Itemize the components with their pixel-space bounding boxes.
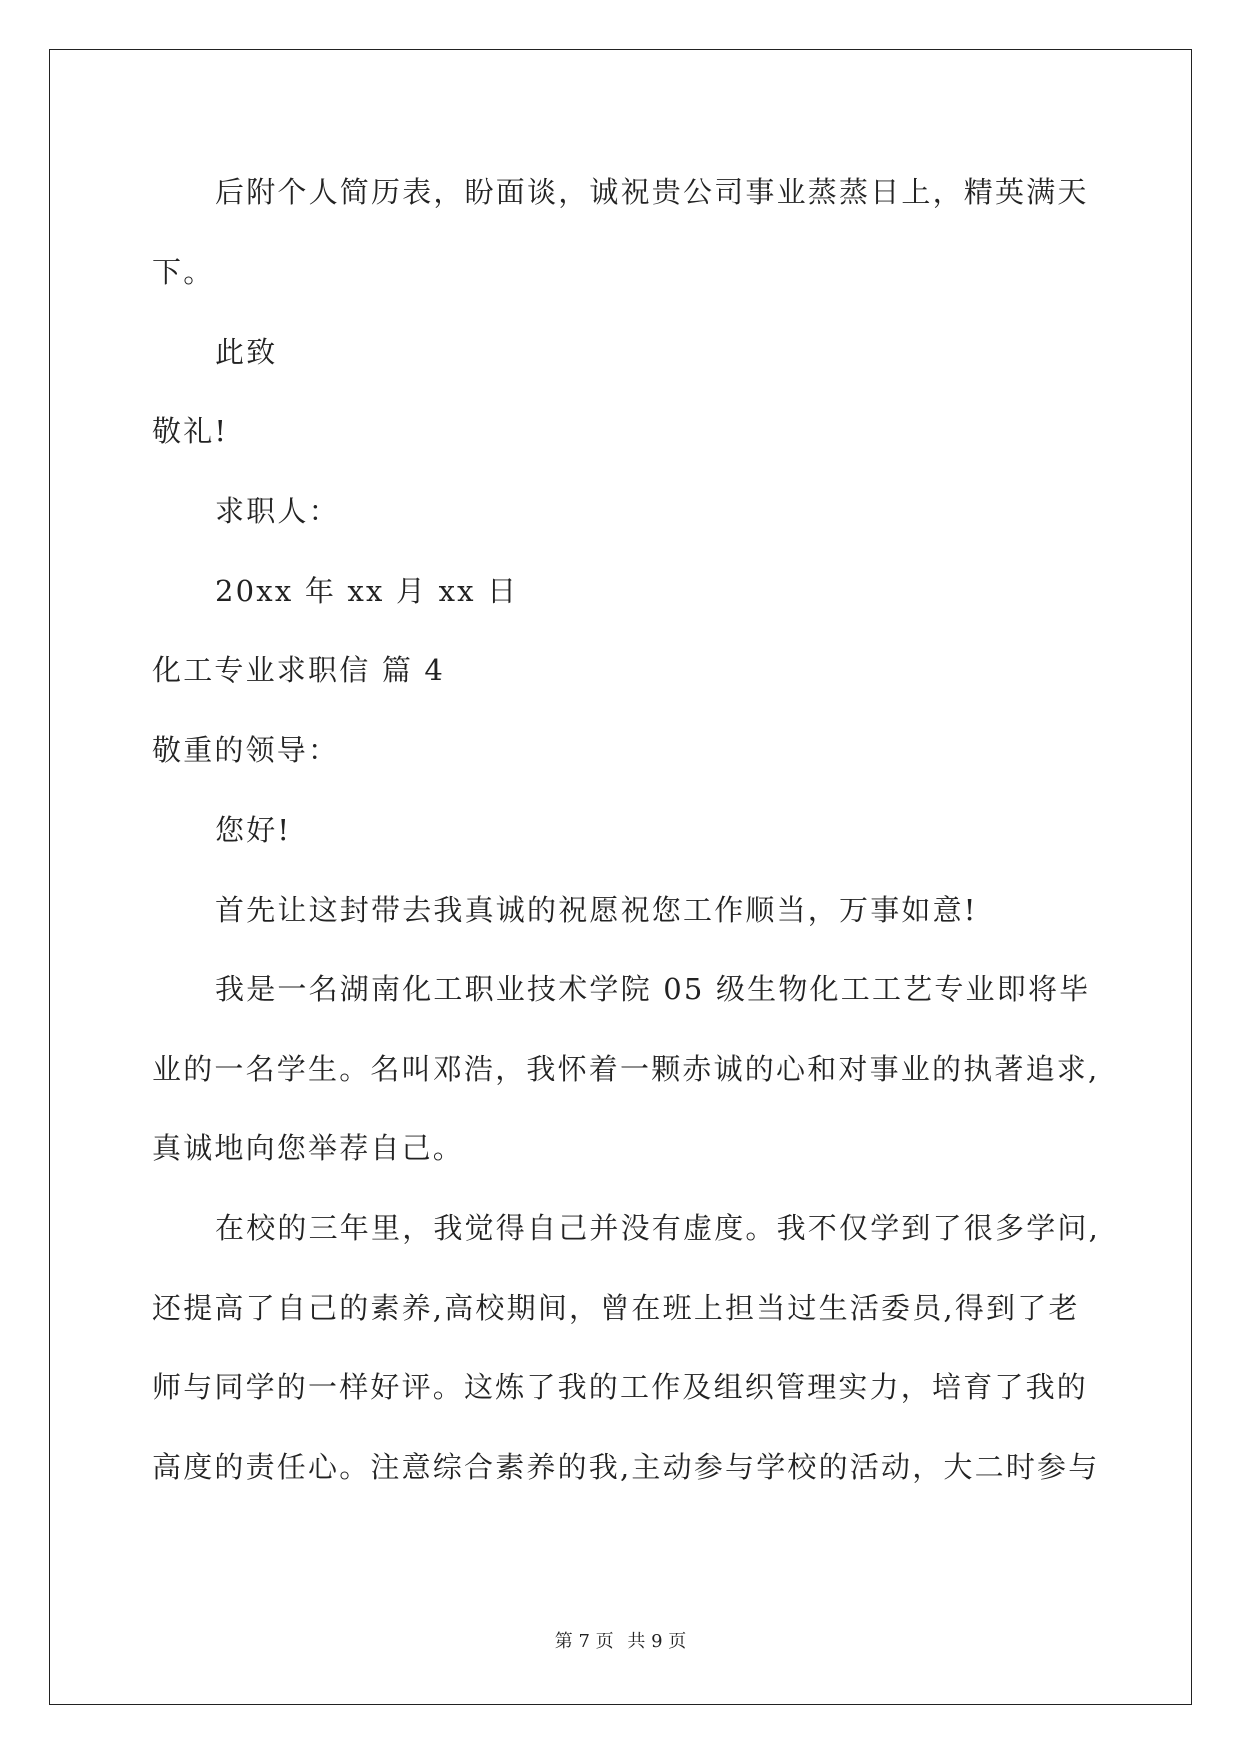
paragraph-line: 我是一名湖南化工职业技术学院 05 级生物化工工艺专业即将毕 xyxy=(215,972,1091,1006)
paragraph-line: 真诚地向您举荐自己。 xyxy=(152,1131,465,1165)
applicant-label: 求职人： xyxy=(215,494,340,528)
paragraph-line: 业的一名学生。名叫邓浩，我怀着一颗赤诚的心和对事业的执著追求, xyxy=(152,1052,1100,1086)
section-title: 化工专业求职信 篇 4 xyxy=(152,653,446,687)
closing-respect: 敬礼! xyxy=(152,414,229,448)
greeting: 您好! xyxy=(215,813,292,847)
paragraph-line: 后附个人简历表，盼面谈，诚祝贵公司事业蒸蒸日上，精英满天 xyxy=(215,175,1089,209)
paragraph-line: 下。 xyxy=(152,255,215,289)
page-number: 第 7 页 xyxy=(554,1631,614,1652)
closing-salutation: 此致 xyxy=(215,335,278,369)
paragraph-line: 在校的三年里，我觉得自己并没有虚度。我不仅学到了很多学问, xyxy=(215,1211,1101,1245)
paragraph-line: 高度的责任心。注意综合素养的我,主动参与学校的活动，大二时参与 xyxy=(152,1450,1100,1484)
paragraph-line: 师与同学的一样好评。这炼了我的工作及组织管理实力，培育了我的 xyxy=(152,1370,1089,1404)
paragraph-line: 还提高了自己的素养,高校期间，曾在班上担当过生活委员,得到了老 xyxy=(152,1291,1080,1325)
paragraph-line: 首先让这封带去我真诚的祝愿祝您工作顺当，万事如意! xyxy=(215,893,978,927)
page-footer xyxy=(0,1630,1241,1654)
greeting-recipient: 敬重的领导： xyxy=(152,733,340,767)
page-total: 共 9 页 xyxy=(627,1631,687,1652)
letter-date: 20xx 年 xx 月 xx 日 xyxy=(215,574,519,608)
